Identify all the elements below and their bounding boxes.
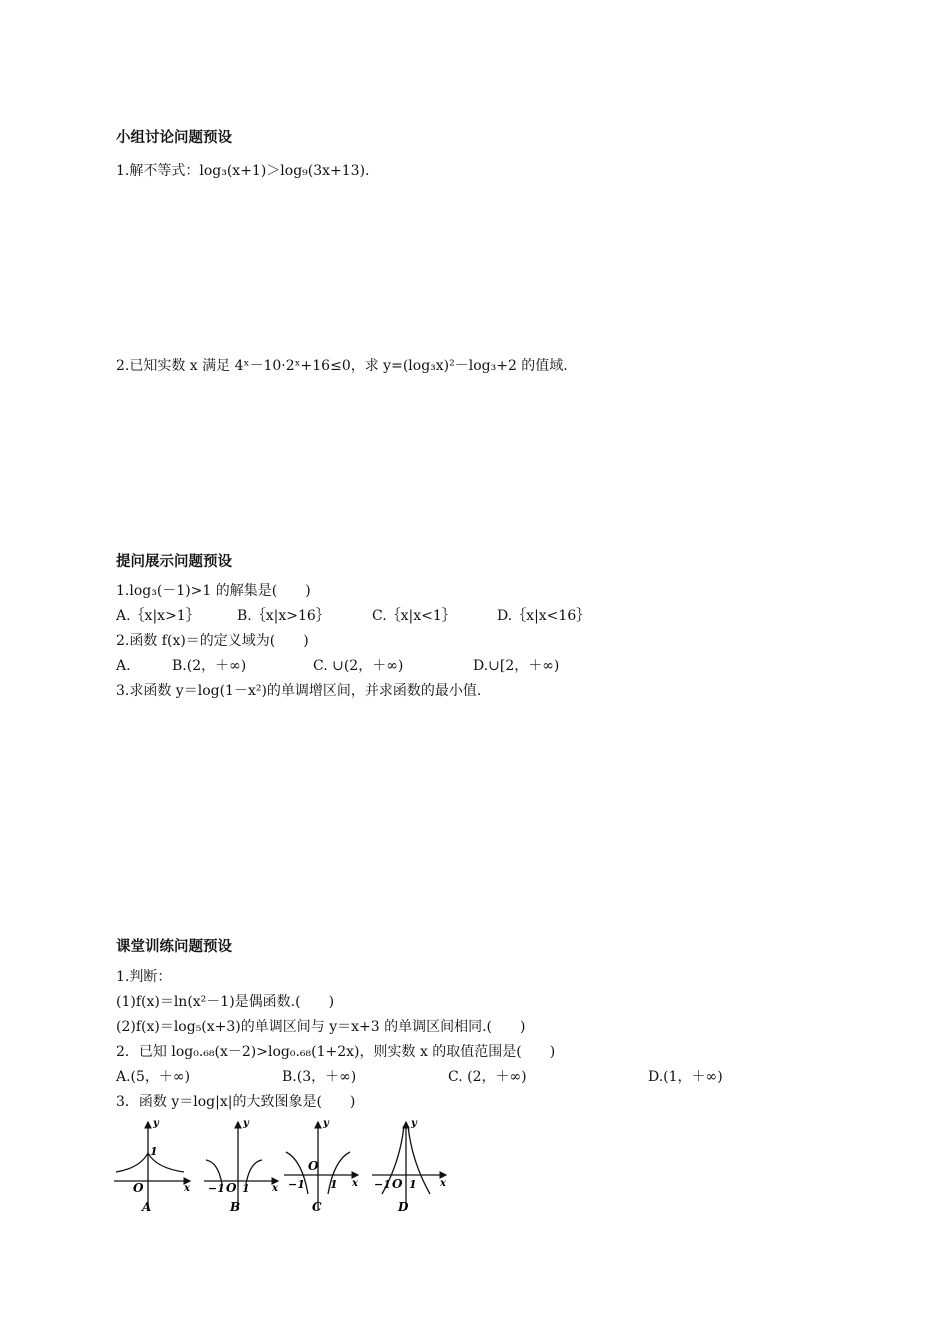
section-heading-questioning: 提问展示问题预设 — [116, 554, 232, 570]
question-x-range: 2．已知 log₀.₆₈(x－2)>log₀.₆₈(1+2x)，则实数 x 的取值范围是( ) — [116, 1044, 556, 1060]
y-axis-label: y — [323, 1118, 329, 1129]
question-judge: 1.判断： — [116, 969, 172, 985]
question-graph: 3．函数 y＝log|x|的大致图象是( ) — [116, 1094, 356, 1110]
option-b: B.｛x|x>16｝ — [237, 608, 330, 624]
option-b: B.(3，＋∞) — [282, 1069, 357, 1085]
y-axis-label: y — [153, 1118, 159, 1129]
origin-label: O — [133, 1181, 144, 1195]
option-c: C. ∪(2，＋∞) — [313, 658, 404, 674]
question-domain: 2.函数 f(x)＝的定义域为( ) — [116, 633, 309, 649]
question-increasing-interval: 3.求函数 y＝log(1－x²)的单调增区间，并求函数的最小值. — [116, 683, 482, 699]
tick-label: 1 — [150, 1145, 158, 1158]
graph-option-c — [282, 1118, 366, 1216]
graph-option-a — [112, 1118, 196, 1216]
option-a: A. — [116, 658, 131, 674]
tick-label: −1 — [288, 1178, 305, 1191]
judge-item-1: (1)f(x)＝ln(x²－1)是偶函数.( ) — [116, 994, 335, 1010]
graph-letter: B — [230, 1200, 241, 1214]
question-2-range: 2.已知实数 x 满足 4ˣ－10·2ˣ+16≤0，求 y=(log₃x)²－log₃+2 的值域. — [116, 358, 568, 374]
tick-label: 1 — [409, 1178, 417, 1191]
x-axis-label: x — [184, 1183, 190, 1194]
origin-label: O — [308, 1159, 319, 1173]
section-heading-classroom-training: 课堂训练问题预设 — [116, 939, 232, 955]
option-d: D.∪[2，＋∞) — [473, 658, 560, 674]
option-b: B.(2，＋∞) — [172, 658, 247, 674]
section-heading-group-discussion: 小组讨论问题预设 — [116, 130, 232, 146]
option-a: A.(5，＋∞) — [116, 1069, 191, 1085]
option-a: A.｛x|x>1｝ — [116, 608, 200, 624]
x-axis-label: x — [352, 1178, 358, 1189]
graph-option-b — [202, 1118, 286, 1216]
judge-item-2: (2)f(x)＝log₅(x+3)的单调区间与 y＝x+3 的单调区间相同.( ) — [116, 1019, 526, 1035]
y-axis-label: y — [411, 1118, 417, 1129]
option-d: D.(1，＋∞) — [648, 1069, 723, 1085]
origin-label: O — [392, 1177, 403, 1191]
tick-label: 1 — [242, 1182, 250, 1195]
x-axis-label: x — [272, 1183, 278, 1194]
graph-letter: C — [312, 1200, 322, 1214]
tick-label: 1 — [330, 1178, 338, 1191]
tick-label: −1 — [208, 1182, 225, 1195]
tick-label: −1 — [374, 1178, 391, 1191]
option-c: C. (2，＋∞) — [448, 1069, 527, 1085]
graph-letter: D — [398, 1200, 409, 1214]
question-solution-set: 1.log₃(－1)>1 的解集是( ) — [116, 583, 311, 599]
origin-label: O — [226, 1181, 237, 1195]
x-axis-label: x — [440, 1178, 446, 1189]
graph-letter: A — [142, 1200, 152, 1214]
y-axis-label: y — [243, 1118, 249, 1129]
option-d: D.｛x|x<16｝ — [497, 608, 591, 624]
graph-option-d — [370, 1118, 454, 1216]
question-1-inequality: 1.解不等式：log₃(x+1)＞log₉(3x+13). — [116, 163, 370, 179]
option-c: C.｛x|x<1｝ — [372, 608, 456, 624]
